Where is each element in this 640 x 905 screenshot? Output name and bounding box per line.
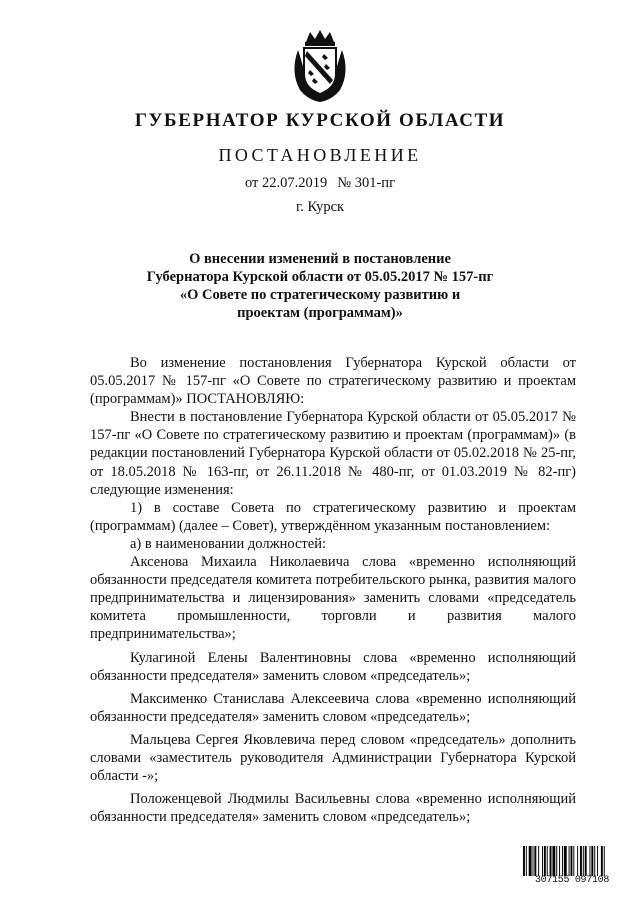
barcode-bar <box>583 846 584 876</box>
barcode-bar <box>577 846 578 876</box>
body-paragraph: Максименко Станислава Алексеевича слова «временно исполняющий обязанности председателя» заменить словом «председатель»; <box>90 690 576 725</box>
document-type-title: ПОСТАНОВЛЕНИЕ <box>218 145 422 165</box>
document-number: № 301-пг <box>337 175 396 191</box>
body-paragraph: Внести в постановление Губернатора Курской области от 05.05.2017 № 157-пг «О Совете по стратегическому развитию и проектам (программам)» (в редакции постановлений Губернатора Курской области от 05.02.2018 № 25-пг, от 18.05.2018 № 163-пг, от 26.11.2018 № 480-пг, от 01.03.2019 № 82-пг) следующие изменения: <box>90 409 576 498</box>
barcode-bar <box>569 846 570 876</box>
subject-line: Губернатора Курской области от 05.05.2017 № 157-пг <box>146 269 494 285</box>
barcode-bar <box>564 846 567 876</box>
barcode-bar <box>542 846 543 876</box>
barcode-bar <box>533 846 534 876</box>
barcode-bar <box>594 846 595 876</box>
subject-line: «О Совете по стратегическому развитию и <box>179 287 461 303</box>
barcode-bar <box>544 846 546 876</box>
barcode-bars <box>522 846 622 876</box>
barcode-bar <box>597 846 598 876</box>
barcode-bar <box>547 846 548 876</box>
barcode-bar <box>585 846 587 876</box>
barcode-bar <box>538 846 539 876</box>
subject-line: О внесении изменений в постановление <box>189 251 451 267</box>
barcode-bar <box>556 846 557 876</box>
barcode-bar <box>534 846 536 876</box>
subject-line: проектам (программам)» <box>237 305 403 321</box>
barcode-number: 307155 097108 <box>534 875 610 886</box>
barcode-bar <box>573 846 574 876</box>
document-body <box>90 354 576 826</box>
body-paragraph: Аксенова Михаила Николаевича слова «временно исполняющий обязанности председателя комитета потребительского рынка, развития малого предпринимательства и лицензирования» заменить словами «председатель комитета промышленности, торговли и развития малого предпринимательства»; <box>90 554 576 643</box>
body-paragraph: Во изменение постановления Губернатора Курской области от 05.05.2017 № 157-пг «О Совете по стратегическому развитию и проектам (программам)» ПОСТАНОВЛЯЮ: <box>90 355 576 408</box>
barcode-bar <box>526 846 527 876</box>
document-subject <box>0 250 640 322</box>
barcode-bar <box>591 846 593 876</box>
coat-of-arms-emblem <box>288 28 352 104</box>
document-date-number <box>0 175 640 192</box>
body-paragraph: 1) в составе Совета по стратегическому развитию и проектам (программам) (далее – Совет), утверждённом указанным постановлением: <box>90 499 576 534</box>
issuing-authority-title: ГУБЕРНАТОР КУРСКОЙ ОБЛАСТИ <box>134 110 506 131</box>
body-paragraph: Мальцева Сергея Яковлевича перед словом «председатель» дополнить словами «заместитель руководителя Администрации Губернатора Курской области -»; <box>90 731 576 785</box>
barcode-bar <box>590 846 591 876</box>
barcode-bar <box>529 846 532 876</box>
document-date: от 22.07.2019 <box>244 175 328 191</box>
barcode-bar <box>552 846 555 876</box>
barcode-bar <box>604 846 605 876</box>
barcode-bar <box>571 846 573 876</box>
body-paragraph: а) в наименовании должностей: <box>130 535 326 552</box>
document-city: г. Курск <box>295 199 345 215</box>
barcode-bar <box>523 846 525 876</box>
barcode-bar <box>559 846 560 876</box>
body-paragraph: Положенцевой Людмилы Васильевны слова «временно исполняющий обязанности председателя» заменить словом «председатель»; <box>90 791 576 826</box>
barcode-bar <box>580 846 582 876</box>
barcode-bar <box>550 846 552 876</box>
body-paragraph: Кулагиной Елены Валентиновны слова «временно исполняющий обязанности председателя» заменить словом «председатель»; <box>90 649 576 684</box>
document-barcode <box>522 846 622 888</box>
barcode-bar <box>562 846 563 876</box>
barcode-bar <box>601 846 603 876</box>
